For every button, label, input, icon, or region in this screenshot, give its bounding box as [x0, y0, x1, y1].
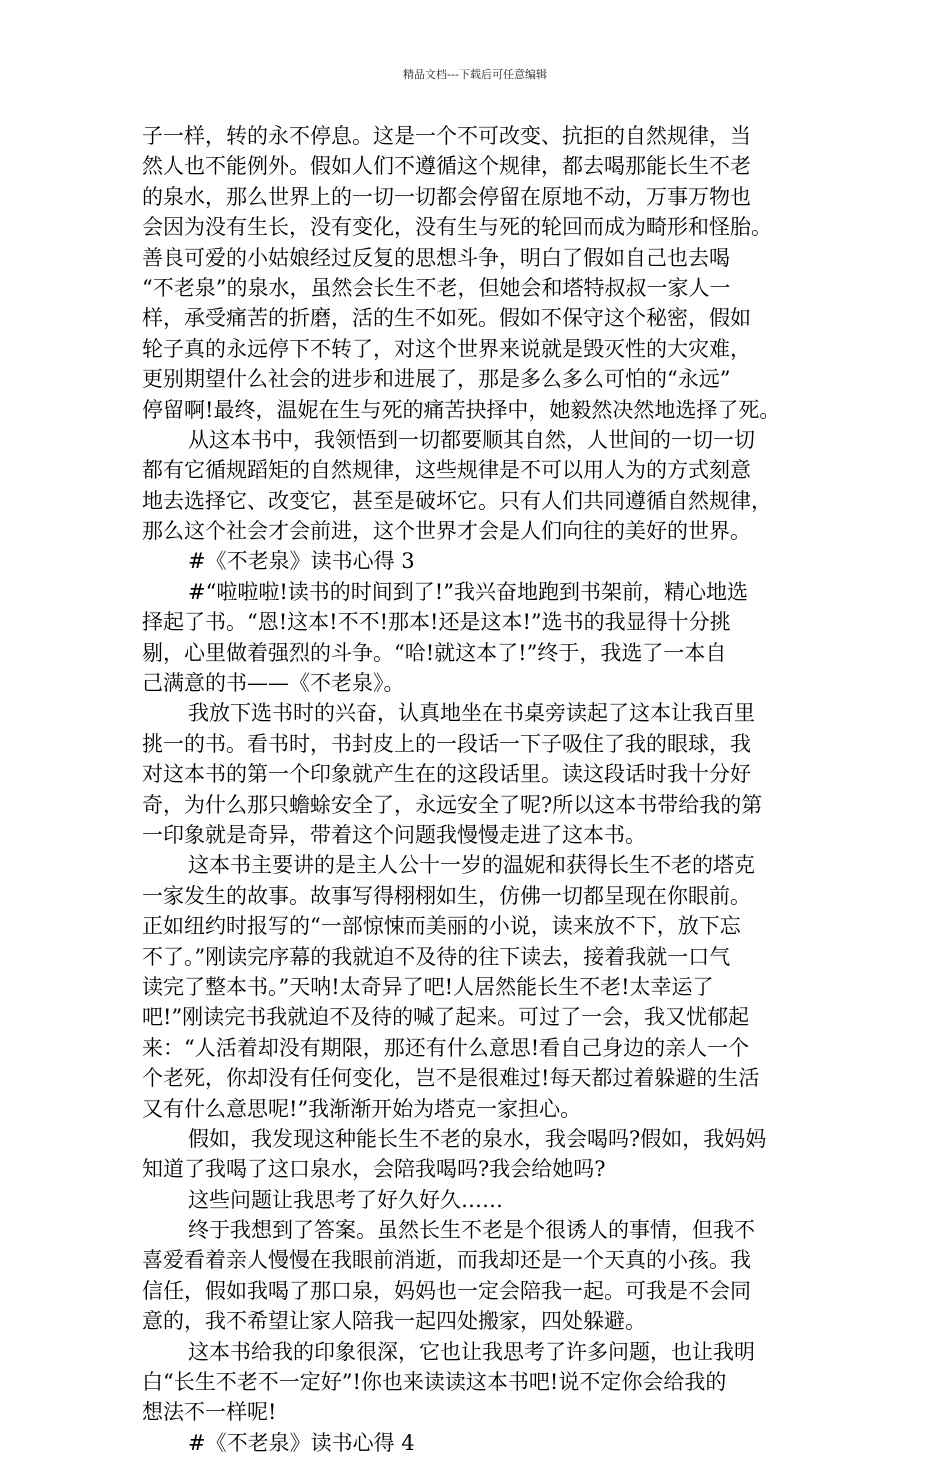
text-line: 的泉水，那么世界上的一切一切都会停留在原地不动，万事万物也 — [142, 184, 751, 209]
text-line: 假如，我发现这种能长生不老的泉水，我会喝吗?假如，我妈妈 — [188, 1126, 767, 1151]
text-line: 子一样，转的永不停息。这是一个不可改变、抗拒的自然规律，当 — [142, 124, 751, 148]
text-line: 白“长生不老不一定好”!你也来读读这本书吧!说不定你会给我的 — [142, 1370, 727, 1395]
section-heading: #《不老泉》读书心得 4 — [188, 1430, 415, 1455]
text-line: 地去选择它、改变它，甚至是破坏它。只有人们共同遵循自然规律， — [142, 488, 772, 513]
text-line: 都有它循规蹈矩的自然规律，这些规律是不可以用人为的方式刻意 — [142, 458, 751, 483]
text-line: 想法不一样呢! — [142, 1400, 277, 1425]
text-line: 终于我想到了答案。虽然长生不老是个很诱人的事情，但我不 — [188, 1218, 755, 1243]
text-line: 那么这个社会才会前进，这个世界才会是人们向往的美好的世界。 — [142, 519, 751, 544]
text-line: 一印象就是奇异，带着这个问题我慢慢走进了这本书。 — [142, 822, 646, 847]
text-line: 剔，心里做着强烈的斗争。“哈!就这本了!”终于，我选了一本自 — [142, 640, 727, 665]
text-line: 择起了书。“恩!这本!不不!那本!还是这本!”选书的我显得十分挑 — [142, 610, 731, 635]
text-line: #“啦啦啦!读书的时间到了!”我兴奋地跑到书架前，精心地选 — [188, 579, 748, 604]
text-line: 停留啊!最终，温妮在生与死的痛苦抉择中，她毅然决然地选择了死。 — [142, 397, 781, 422]
text-line: 这些问题让我思考了好久好久…… — [188, 1187, 503, 1212]
text-line: 正如纽约时报写的“一部惊悚而美丽的小说，读来放不下，放下忘 — [142, 914, 741, 939]
text-line: 来：“人活着却没有期限，那还有什么意思!看自己身边的亲人一个 — [142, 1035, 750, 1060]
text-line: 善良可爱的小姑娘经过反复的思想斗争，明白了假如自己也去喝 — [142, 245, 730, 270]
text-line: 会因为没有生长，没有变化，没有生与死的轮回而成为畸形和怪胎。 — [142, 215, 772, 240]
text-line: 然人也不能例外。假如人们不遵循这个规律，都去喝那能长生不老 — [142, 154, 751, 179]
text-line: “不老泉”的泉水，虽然会长生不老，但她会和塔特叔叔一家人一 — [142, 275, 731, 300]
text-line: 己满意的书——《不老泉》。 — [142, 671, 405, 696]
text-line: 样，承受痛苦的折磨，活的生不如死。假如不保守这个秘密，假如 — [142, 306, 751, 331]
document-body — [142, 121, 814, 1458]
text-line: 信任，假如我喝了那口泉，妈妈也一定会陪我一起。可我是不会同 — [142, 1278, 751, 1303]
text-line: 意的，我不希望让家人陪我一起四处搬家，四处躲避。 — [142, 1309, 646, 1334]
text-line: 这本书主要讲的是主人公十一岁的温妮和获得长生不老的塔克 — [188, 853, 755, 878]
text-line: 又有什么意思呢!”我渐渐开始为塔克一家担心。 — [142, 1096, 582, 1121]
text-line: 喜爱看着亲人慢慢在我眼前消逝，而我却还是一个天真的小孩。我 — [142, 1248, 751, 1273]
section-heading: #《不老泉》读书心得 3 — [188, 549, 415, 574]
text-line: 挑一的书。看书时，书封皮上的一段话一下子吸住了我的眼球，我 — [142, 731, 751, 756]
text-line: 从这本书中，我领悟到一切都要顺其自然，人世间的一切一切 — [188, 427, 755, 452]
text-line: 个老死，你却没有任何变化，岂不是很难过!每天都过着躲避的生活 — [142, 1066, 760, 1091]
text-line: 一家发生的故事。故事写得栩栩如生，仿佛一切都呈现在你眼前。 — [142, 883, 751, 908]
text-line: 对这本书的第一个印象就产生在的这段话里。读这段话时我十分好 — [142, 762, 751, 787]
text-line: 这本书给我的印象很深，它也让我思考了许多问题，也让我明 — [188, 1339, 755, 1364]
text-line: 知道了我喝了这口泉水，会陪我喝吗?我会给她吗? — [142, 1157, 606, 1182]
text-line: 吧!”刚读完书我就迫不及待的喊了起来。可过了一会，我又忧郁起 — [142, 1005, 750, 1030]
text-line: 我放下选书时的兴奋，认真地坐在书桌旁读起了这本让我百里 — [188, 701, 755, 726]
page-header: 精品文档---下载后可任意编辑 — [403, 68, 547, 81]
text-line: 奇，为什么那只蟾蜍安全了，永远安全了呢?所以这本书带给我的第 — [142, 792, 763, 817]
text-line: 读完了整本书。”天呐!太奇异了吧!人居然能长生不老!太幸运了 — [142, 974, 714, 999]
text-line: 不了。”刚读完序幕的我就迫不及待的往下读去，接着我就一口气 — [142, 944, 731, 969]
text-line: 更别期望什么社会的进步和进展了，那是多么多么可怕的“永远” — [142, 367, 731, 392]
text-line: 轮子真的永远停下不转了，对这个世界来说就是毁灭性的大灾难， — [142, 336, 751, 361]
